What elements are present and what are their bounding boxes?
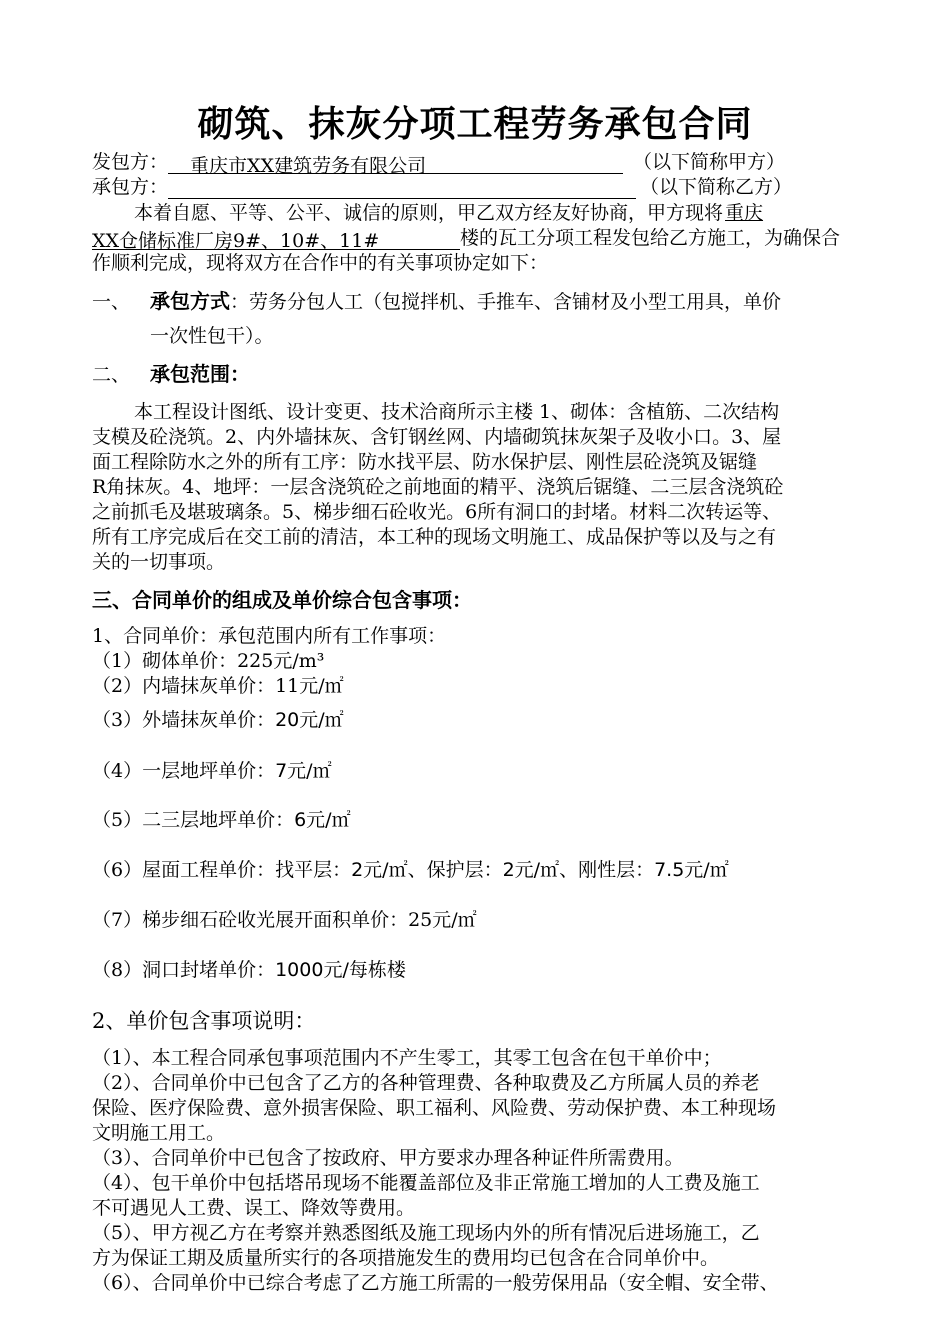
price-item [92, 958, 406, 982]
section1-heading: 承包方式 [150, 289, 230, 313]
section2-number: 二、 [92, 364, 131, 386]
note-line: 保险、医疗保险费、意外损害保险、职工福利、风险费、劳动保护费、本工种现场 [92, 1097, 777, 1119]
intro-project-2: XX仓储标准厂房9#、10#、11# [92, 230, 380, 252]
price-item-text: 内墙抹灰单价：11元/㎡ [142, 675, 344, 697]
section2-heading-line [92, 362, 250, 387]
employer-label: 发包方： [92, 151, 169, 173]
section1-line-2: 一次性包干）。 [150, 325, 274, 347]
employer-name-text: 重庆市XX建筑劳务有限公司 [190, 155, 427, 177]
scope-line: 关的一切事项。 [92, 551, 226, 573]
scope-line: R角抹灰。4、地坪：一层含浇筑砼之前地面的精平、浇筑后锯缝、二三层含浇筑砼 [92, 476, 784, 498]
intro-text-2: 楼的瓦工分项工程发包给乙方施工，为确保合 [460, 227, 841, 249]
section2-heading: 承包范围： [150, 362, 250, 386]
intro-line-1 [134, 201, 763, 225]
price-item-text: 砌体单价：225元/m³ [142, 650, 325, 672]
note-line: （1）、本工程合同承包事项范围内不产生零工，其零工包含在包干单价中； [92, 1047, 722, 1069]
note-line: （3）、合同单价中已包含了按政府、甲方要求办理各种证件所需费用。 [92, 1147, 684, 1169]
note-line: （2）、合同单价中已包含了乙方的各种管理费、各种取费及乙方所属人员的养老 [92, 1072, 760, 1094]
scope-line: 本工程设计图纸、设计变更、技术洽商所示主楼 1、砌体：含植筋、二次结构 [134, 401, 780, 423]
price-item [92, 674, 344, 698]
price-item-text: 屋面工程单价：找平层：2元/㎡、保护层：2元/㎡、刚性层：7.5元/㎡ [142, 859, 729, 881]
contractor-label: 承包方： [92, 176, 169, 198]
section1-line-1 [92, 289, 781, 314]
price-item-number: （2） [92, 675, 143, 697]
price-item [92, 808, 351, 832]
price-item-text: 外墙抹灰单价：20元/㎡ [142, 709, 344, 731]
note-line: 文明施工用工。 [92, 1122, 226, 1144]
section1-number: 一、 [92, 291, 131, 313]
price-item-number: （6） [92, 859, 143, 881]
note-line: 不可遇见人工费、误工、降效等费用。 [92, 1197, 416, 1219]
unit-price-subheading: 1、合同单价：承包范围内所有工作事项： [92, 625, 447, 647]
document-title: 砌筑、抹灰分项工程劳务承包合同 [197, 104, 753, 145]
scope-line: 之前抓毛及堪玻璃条。5、梯步细石砼收光。6所有洞口的封堵。材料二次转运等、 [92, 501, 782, 523]
price-item-number: （3） [92, 709, 143, 731]
price-item-number: （5） [92, 809, 143, 831]
intro-project-1: 重庆 [725, 202, 764, 224]
scope-line: 支模及砼浇筑。2、内外墙抹灰、含钉钢丝网、内墙砌筑抹灰架子及收小口。3、屋 [92, 426, 782, 448]
price-item [92, 649, 324, 673]
price-item-number: （4） [92, 760, 143, 782]
section3-heading: 三、合同单价的组成及单价综合包含事项： [92, 588, 472, 612]
employer-alias: （以下简称甲方） [633, 151, 786, 173]
price-item-number: （7） [92, 909, 143, 931]
note-line: 方为保证工期及质量所实行的各项措施发生的费用均已包含在合同单价中。 [92, 1247, 720, 1269]
note-line: （5）、甲方视乙方在考察并熟悉图纸及施工现场内外的所有情况后进场施工，乙 [92, 1222, 760, 1244]
intro-text-1: 本着自愿、平等、公平、诚信的原则，甲乙双方经友好协商，甲方现将 [134, 202, 724, 224]
price-item-text: 二三层地坪单价：6元/㎡ [142, 809, 351, 831]
employer-name [168, 154, 623, 177]
project-name-blank [92, 229, 460, 250]
intro-line-3: 作顺利完成，现将双方在合作中的有关事项协定如下： [92, 252, 549, 274]
intro-line-2 [92, 226, 840, 250]
price-item [92, 759, 332, 783]
section1-text-1: ：劳务分包人工（包搅拌机、手推车、含铺材及小型工用具，单价 [230, 291, 782, 313]
note-line: （6）、合同单价中已综合考虑了乙方施工所需的一般劳保用品（安全帽、安全带、 [92, 1272, 779, 1294]
price-item-number: （1） [92, 650, 143, 672]
price-item-text: 洞口封堵单价：1000元/每栋楼 [142, 959, 406, 981]
scope-line: 所有工序完成后在交工前的清洁，本工种的现场文明施工、成品保护等以及与之有 [92, 526, 777, 548]
employer-line [92, 150, 786, 177]
contractor-name-blank [168, 178, 636, 199]
price-item-text: 一层地坪单价：7元/㎡ [142, 760, 332, 782]
price-item-number: （8） [92, 959, 143, 981]
price-item [92, 908, 477, 932]
price-item [92, 858, 729, 882]
note-line: （4）、包干单价中包括塔吊现场不能覆盖部位及非正常施工增加的人工费及施工 [92, 1172, 760, 1194]
price-item-text: 梯步细石砼收光展开面积单价：25元/㎡ [142, 909, 477, 931]
scope-line: 面工程除防水之外的所有工序：防水找平层、防水保护层、刚性层砼浇筑及锯缝 [92, 451, 758, 473]
contractor-line [92, 175, 792, 199]
included-items-subheading: 2、单价包含事项说明： [92, 1009, 316, 1033]
contractor-alias: （以下简称乙方） [640, 176, 793, 198]
price-item [92, 708, 344, 732]
